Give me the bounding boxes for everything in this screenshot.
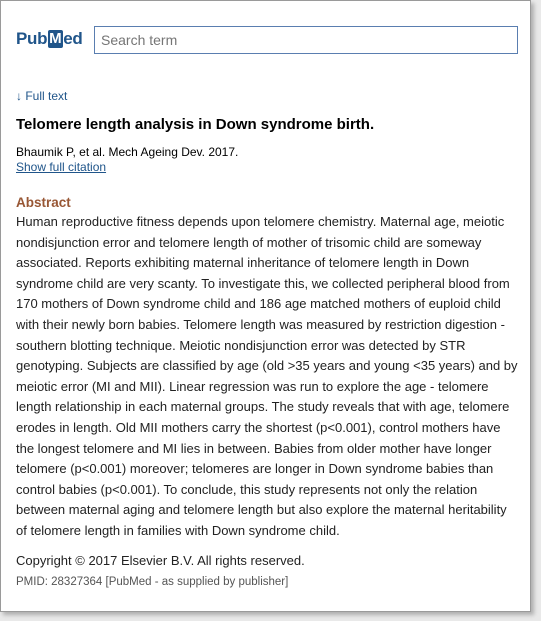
header [16,26,521,56]
search-box[interactable] [94,26,518,54]
show-full-citation-link[interactable]: Show full citation [16,160,107,174]
logo-ed-text: ed [63,29,83,48]
logo-pub-text: Pub [16,29,48,48]
pubmed-logo[interactable] [16,29,82,49]
article-title: Telomere length analysis in Down syndrome birth. [16,116,375,133]
search-input[interactable] [95,27,517,53]
copyright-text: Copyright © 2017 Elsevier B.V. All rights reserved. [16,552,305,568]
article-authors: Bhaumik P, et al. Mech Ageing Dev. 2017. [16,145,239,159]
abstract-heading: Abstract [16,195,71,210]
abstract-text: Human reproductive fitness depends upon telomere chemistry. Maternal age, meiotic nondisjunction error and telomere length of mother of trisomic child are someway associated. Reports exhibiting maternal inheritance of telomere length in Down syndrome child are very scanty. To investigate this, we collected peripheral blood from 170 mothers of Down syndrome child and 186 age matched mothers of euploid child with their newly born babies. Telomere length was measured by restriction digestion - southern blotting technique. Meiotic nondisjunction error was detected by STR genotyping. Subjects are classified by age (old >35 years and young <35 years) and by meiotic error (MI and MII). Linear regression was run to explore the age - telomere length relationship in each maternal groups. The study reveals that with age, telomere erodes in length. Old MII mothers carry the shortest (p<0.001), control mothers have the longest telomere and MI lies in between. Babies from older mother have longer telomere (p<0.001) moreover; telomeres are longer in Down syndrome babies than control babies (p<0.001). To conclude, this study represents not only the relation between maternal aging and telomere length but also explore the maternal heritability of telomere length in families with Down syndrome child. [16,214,518,538]
logo-m-block: M [49,30,62,47]
pmid-text: PMID: 28327364 [PubMed - as supplied by publisher] [16,575,289,588]
article-content [16,89,521,590]
full-text-link[interactable]: ↓ Full text [16,89,68,103]
